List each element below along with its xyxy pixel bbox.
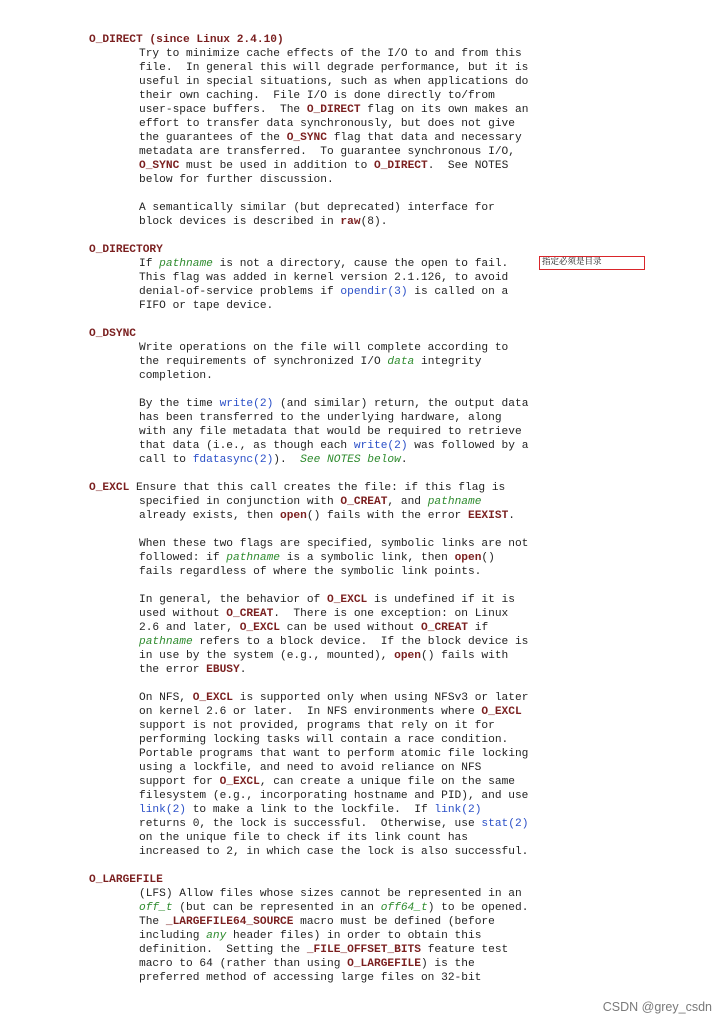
- text-line: [139, 803, 481, 817]
- text-run: Portable programs that want to perform atomic file locking: [139, 748, 529, 760]
- text-line: [139, 845, 528, 859]
- text-line: [139, 971, 481, 985]
- text-run: is not a directory, cause the open to fail.: [212, 258, 509, 270]
- text-line: [139, 789, 528, 803]
- text-run: is called on a: [407, 286, 509, 298]
- text-line: [139, 621, 488, 635]
- man-link[interactable]: link(2): [434, 804, 482, 816]
- keyword: O_EXCL: [192, 692, 234, 704]
- text-run: increased to 2, in which case the lock is also successful.: [139, 846, 529, 858]
- text-run: support is not provided, programs that rely on it for: [139, 720, 495, 732]
- keyword: EBUSY: [206, 664, 240, 676]
- text-line: [139, 761, 481, 775]
- text-line: [139, 117, 515, 131]
- text-line: [139, 495, 481, 509]
- text-line: [139, 705, 522, 719]
- text-line: [139, 103, 528, 117]
- text-run: (LFS) Allow files whose sizes cannot be represented in an: [139, 888, 522, 900]
- text-line: [139, 593, 515, 607]
- text-run: including: [139, 930, 207, 942]
- text-run: call to: [139, 454, 193, 466]
- text-run: , and: [387, 496, 428, 508]
- text-line: [139, 173, 334, 187]
- text-run: the guarantees of the: [139, 132, 287, 144]
- text-line: [139, 607, 508, 621]
- keyword: O_EXCL: [326, 594, 368, 606]
- text-run: that data (i.e., as though each: [139, 440, 354, 452]
- text-run: flag on its own makes an: [360, 104, 529, 116]
- text-line: [139, 453, 408, 467]
- text-run: integrity: [414, 356, 482, 368]
- text-line: [139, 47, 522, 61]
- text-run: metadata are transferred. To guarantee synchronous I/O,: [139, 146, 515, 158]
- text-run: user-space buffers. The: [139, 104, 307, 116]
- text-line: [139, 915, 495, 929]
- text-line: [139, 425, 522, 439]
- text-run: .: [239, 664, 247, 676]
- text-run: When these two flags are specified, symbolic links are not: [139, 538, 529, 550]
- keyword: O_EXCL: [219, 776, 260, 788]
- text-run: ).: [273, 454, 301, 466]
- text-run: () fails with the error: [306, 510, 468, 522]
- italic-term: pathname: [427, 496, 482, 508]
- italic-term: pathname: [139, 636, 193, 648]
- text-run: useful in special situations, such as when applications do: [139, 76, 529, 88]
- text-line: [139, 649, 508, 663]
- keyword: O_CREAT: [226, 608, 274, 620]
- keyword: raw: [340, 216, 361, 228]
- text-run: can be used without: [280, 622, 422, 634]
- text-run: already exists, then: [139, 510, 280, 522]
- text-run: definition. Setting the: [139, 944, 307, 956]
- text-run: below for further discussion.: [139, 174, 334, 186]
- text-line: [139, 817, 528, 831]
- text-line: [139, 733, 508, 747]
- text-run: on kernel 2.6 or later. In NFS environments where: [139, 706, 482, 718]
- text-line: [139, 369, 213, 383]
- text-run: ) to be opened.: [427, 902, 529, 914]
- text-run: specified in conjunction with: [139, 496, 341, 508]
- keyword: O_DIRECT: [374, 160, 428, 172]
- italic-term: pathname: [159, 258, 213, 270]
- text-run: preferred method of accessing large files on 32-bit: [139, 972, 482, 984]
- text-line: [139, 75, 528, 89]
- text-line: [139, 145, 515, 159]
- text-run: using a lockfile, and need to avoid reliance on NFS: [139, 762, 482, 774]
- italic-term: off64_t: [380, 902, 428, 914]
- text-run: must be used in addition to: [179, 160, 374, 172]
- keyword: O_EXCL: [239, 622, 281, 634]
- keyword: _FILE_OFFSET_BITS: [306, 944, 421, 956]
- text-line: [139, 929, 481, 943]
- text-run: (and similar) return, the output data: [273, 398, 529, 410]
- text-run: their own caching. File I/O is done directly to/from: [139, 90, 495, 102]
- watermark: CSDN @grey_csdn: [602, 1000, 712, 1014]
- keyword: O_EXCL: [89, 482, 130, 494]
- text-line: [139, 411, 502, 425]
- italic-term: See NOTES below: [300, 454, 401, 466]
- text-run: . See NOTES: [427, 160, 509, 172]
- text-run: returns 0, the lock is successful. Otherwise, use: [139, 818, 482, 830]
- text-run: refers to a block device. If the block device is: [192, 636, 529, 648]
- text-run: (since Linux 2.4.10): [142, 34, 284, 46]
- keyword: open: [454, 552, 482, 564]
- text-run: A semantically similar (but deprecated) interface for: [139, 202, 495, 214]
- text-line: [139, 509, 515, 523]
- text-run: is supported only when using NFSv3 or later: [233, 692, 529, 704]
- keyword: O_DSYNC: [89, 328, 136, 340]
- keyword: O_DIRECT: [89, 34, 143, 46]
- text-run: in use by the system (e.g., mounted),: [139, 650, 395, 662]
- text-run: The: [139, 916, 166, 928]
- text-run: (but can be represented in an: [172, 902, 381, 914]
- text-run: (): [481, 552, 495, 564]
- text-run: If: [139, 258, 160, 270]
- text-line: [139, 341, 508, 355]
- text-run: .: [508, 510, 516, 522]
- text-run: performing locking tasks will contain a race condition.: [139, 734, 509, 746]
- text-run: () fails with: [420, 650, 509, 662]
- italic-term: off_t: [139, 902, 173, 914]
- text-line: [139, 719, 495, 733]
- keyword: open: [280, 510, 307, 522]
- flag-o-largefile-heading: [89, 873, 163, 887]
- flag-o-direct-heading: [89, 33, 284, 47]
- text-run: macro must be defined (before: [293, 916, 495, 928]
- text-line: [139, 355, 481, 369]
- keyword: _LARGEFILE64_SOURCE: [165, 916, 294, 928]
- keyword: open: [394, 650, 421, 662]
- man-link[interactable]: fdatasync(2): [192, 454, 274, 466]
- text-run: Write operations on the file will complete according to: [139, 342, 509, 354]
- text-line: [139, 635, 528, 649]
- keyword: O_SYNC: [286, 132, 327, 144]
- text-run: denial-of-service problems if: [139, 286, 341, 298]
- text-run: . There is one exception: on Linux: [273, 608, 509, 620]
- text-line: [139, 271, 508, 285]
- man-link[interactable]: opendir(3): [340, 286, 408, 298]
- italic-term: data: [387, 356, 415, 368]
- text-line: [139, 285, 508, 299]
- text-line: [139, 537, 528, 551]
- text-run: This flag was added in kernel version 2.1.126, to avoid: [139, 272, 509, 284]
- text-run: fails regardless of where the symbolic link points.: [139, 566, 482, 578]
- text-run: with any file metadata that would be required to retrieve: [139, 426, 522, 438]
- text-line: [139, 943, 508, 957]
- text-run: on the unique file to check if its link count has: [139, 832, 468, 844]
- italic-term: pathname: [226, 552, 280, 564]
- keyword: O_DIRECT: [306, 104, 361, 116]
- text-line: [139, 775, 515, 789]
- text-line: [139, 397, 528, 411]
- man-link[interactable]: link(2): [139, 804, 186, 816]
- flag-o-directory-heading: [89, 243, 163, 257]
- keyword: O_CREAT: [340, 496, 388, 508]
- text-run: Ensure that this call creates the file: if this flag is: [129, 482, 506, 494]
- text-line: [139, 901, 528, 915]
- text-line: [139, 89, 495, 103]
- man-link[interactable]: write(2): [353, 440, 408, 452]
- text-run: is a symbolic link, then: [280, 552, 455, 564]
- keyword: O_EXCL: [481, 706, 522, 718]
- man-link[interactable]: write(2): [219, 398, 274, 410]
- text-run: FIFO or tape device.: [139, 300, 274, 312]
- text-run: In general, the behavior of: [139, 594, 327, 606]
- text-run: the requirements of synchronized I/O: [139, 356, 388, 368]
- text-line: [139, 565, 481, 579]
- text-run: if: [468, 622, 489, 634]
- text-run: , can create a unique file on the same: [259, 776, 515, 788]
- annotation-box: 指定必须是目录: [539, 256, 645, 270]
- keyword: O_LARGEFILE: [89, 874, 163, 886]
- man-link[interactable]: stat(2): [481, 818, 529, 830]
- text-run: has been transferred to the underlying hardware, along: [139, 412, 502, 424]
- keyword: EEXIST: [468, 510, 509, 522]
- text-run: is undefined if it is: [367, 594, 515, 606]
- text-run: By the time: [139, 398, 220, 410]
- keyword: O_LARGEFILE: [347, 958, 421, 970]
- text-line: [139, 831, 468, 845]
- text-run: followed: if: [139, 552, 227, 564]
- text-run: completion.: [139, 370, 213, 382]
- text-run: block devices is described in: [139, 216, 341, 228]
- text-run: to make a link to the lockfile. If: [186, 804, 435, 816]
- text-line: [139, 159, 508, 173]
- text-line: [139, 131, 522, 145]
- text-run: effort to transfer data synchronously, but does not give: [139, 118, 515, 130]
- text-line: [139, 215, 387, 229]
- keyword: O_CREAT: [421, 622, 469, 634]
- text-run: support for: [139, 776, 220, 788]
- text-line: [139, 299, 273, 313]
- text-line: [139, 887, 522, 901]
- keyword: O_DIRECTORY: [89, 244, 163, 256]
- text-line: [139, 439, 528, 453]
- flag-o-dsync-heading: [89, 327, 136, 341]
- italic-term: any: [206, 930, 227, 942]
- text-run: was followed by a: [407, 440, 529, 452]
- text-run: 2.6 and later,: [139, 622, 240, 634]
- text-run: used without: [139, 608, 227, 620]
- text-run: (8).: [360, 216, 388, 228]
- text-line: [139, 957, 475, 971]
- text-line: [139, 61, 528, 75]
- text-run: filesystem (e.g., incorporating hostname and PID), and use: [139, 790, 529, 802]
- text-line: [139, 201, 495, 215]
- flag-o-excl-heading: [89, 481, 505, 495]
- keyword: O_SYNC: [139, 160, 180, 172]
- text-run: file. In general this will degrade performance, but it is: [139, 62, 529, 74]
- text-line: [139, 747, 528, 761]
- text-run: On NFS,: [139, 692, 193, 704]
- text-run: flag that data and necessary: [327, 132, 522, 144]
- text-line: [139, 257, 508, 271]
- text-run: macro to 64 (rather than using: [139, 958, 348, 970]
- text-run: header files) in order to obtain this: [226, 930, 482, 942]
- text-run: Try to minimize cache effects of the I/O to and from this: [139, 48, 522, 60]
- text-line: [139, 551, 495, 565]
- text-run: the error: [139, 664, 207, 676]
- text-line: [139, 663, 246, 677]
- text-line: [139, 691, 528, 705]
- text-run: ) is the: [420, 958, 475, 970]
- text-run: feature test: [420, 944, 509, 956]
- text-run: .: [400, 454, 408, 466]
